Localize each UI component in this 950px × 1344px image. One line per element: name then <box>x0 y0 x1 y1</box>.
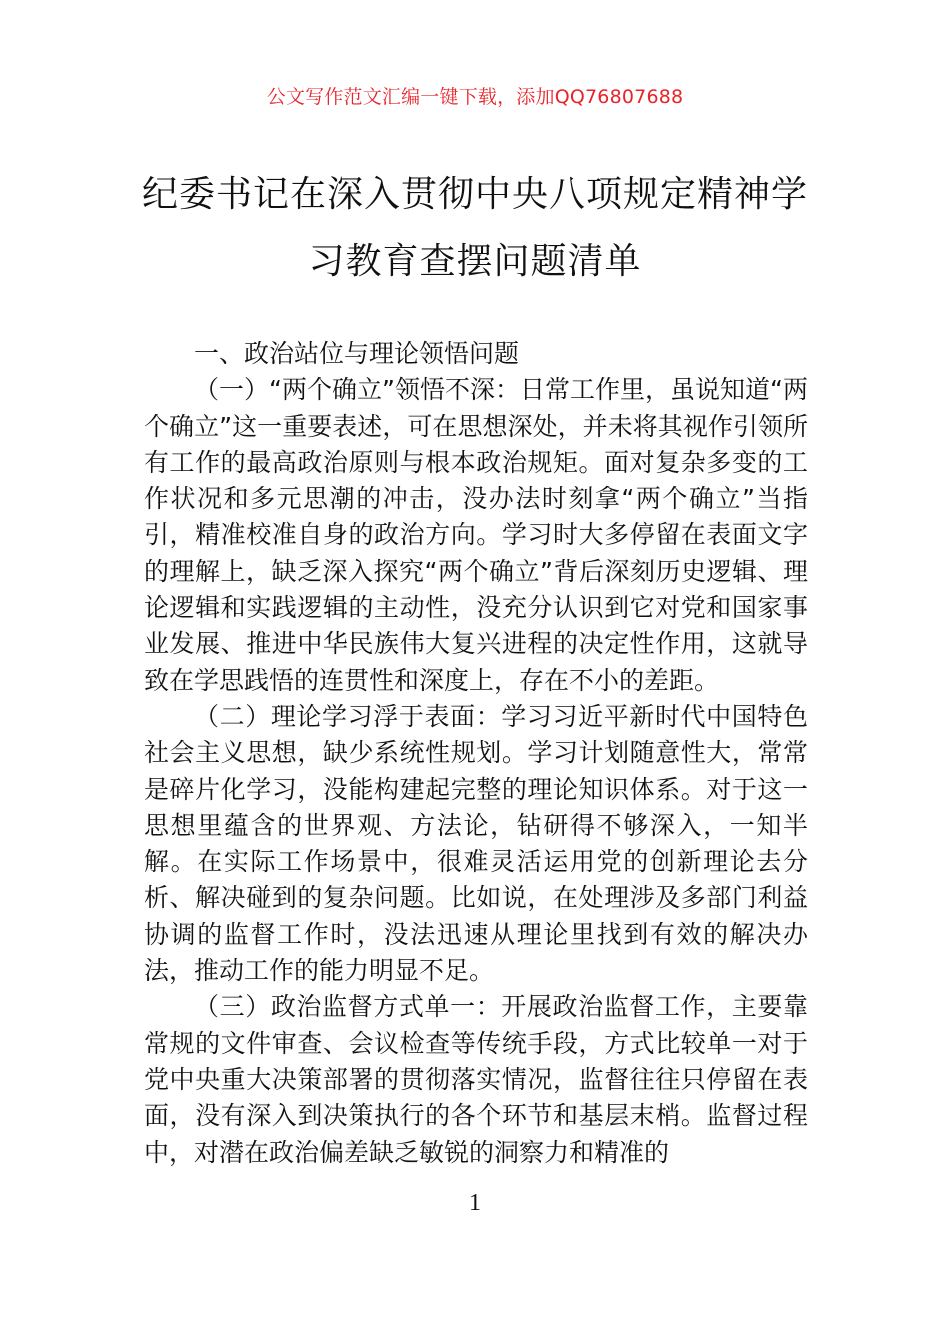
document-title-line-2: 习教育查摆问题清单 <box>308 241 642 282</box>
section-heading: 一、政治站位与理论领悟问题 <box>194 339 520 368</box>
document-body <box>144 336 808 1171</box>
document-title-line-1: 纪委书记在深入贯彻中央八项规定精神学 <box>141 174 808 215</box>
paragraph-3: （三）政治监督方式单一：开展政治监督工作，主要靠常规的文件审查、会议检查等传统手段，方式比较单一对于党中央重大决策部署的贯彻落实情况，监督往往只停留在表面，没有深入到决策执行的各个环节和基层末梢。监督过程中，对潜在政治偏差缺乏敏锐的洞察力和精准的 <box>144 992 808 1167</box>
paragraph-2: （二）理论学习浮于表面：学习习近平新时代中国特色社会主义思想，缺少系统性规划。学习计划随意性大，常常是碎片化学习，没能构建起完整的理论知识体系。对于这一思想里蕴含的世界观、方法论，钻研得不够深入，一知半解。在实际工作场景中，很难灵活运用党的创新理论去分析、解决碰到的复杂问题。比如说，在处理涉及多部门利益协调的监督工作时，没法迅速从理论里找到有效的解决办法，推动工作的能力明显不足。 <box>144 701 808 986</box>
paragraph-1: （一）“两个确立”领悟不深：日常工作里，虽说知道“两个确立”这一重要表述，可在思想深处，并未将其视作引领所有工作的最高政治原则与根本政治规矩。面对复杂多变的工作状况和多元思潮的冲击，没办法时刻拿“两个确立”当指引，精准校准自身的政治方向。学习时大多停留在表面文字的理解上，缺乏深入探究“两个确立”背后深刻历史逻辑、理论逻辑和实践逻辑的主动性，没充分认识到它对党和国家事业发展、推进中华民族伟大复兴进程的决定性作用，这就导致在学思践悟的连贯性和深度上，存在不小的差距。 <box>144 375 808 695</box>
page-number: 1 <box>469 1190 481 1216</box>
promo-header: 公文写作范文汇编一键下载，添加QQ76807688 <box>266 86 684 108</box>
